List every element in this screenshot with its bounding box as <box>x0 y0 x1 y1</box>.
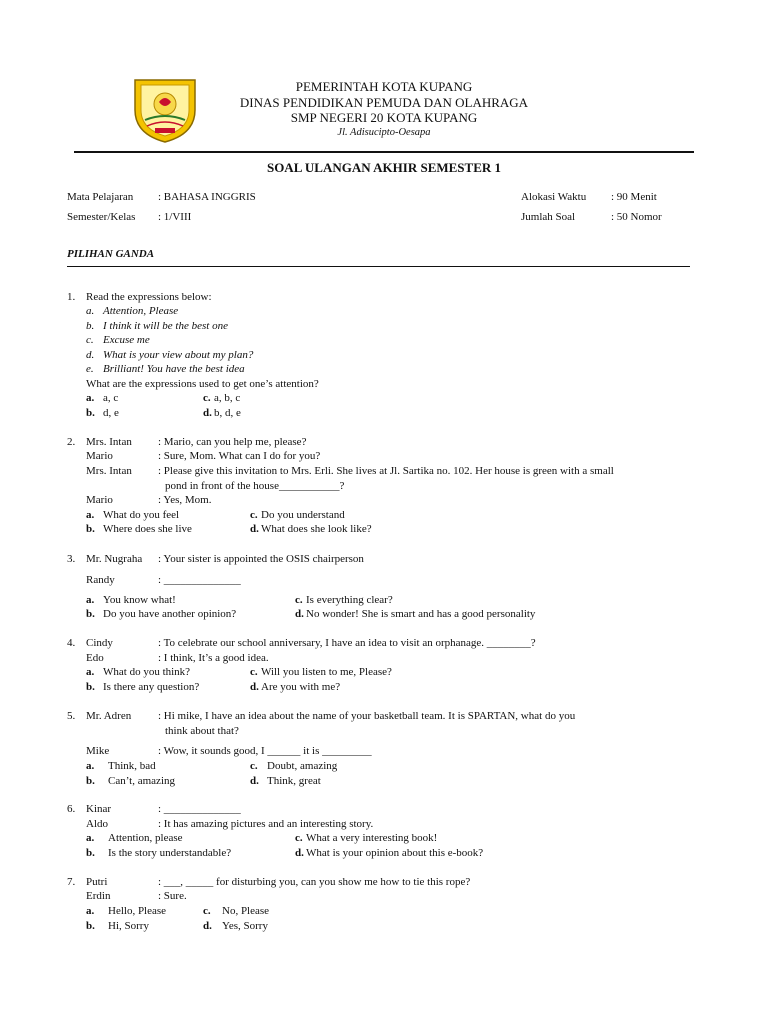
option-text: What do you feel <box>103 509 180 521</box>
option-text: Can’t, amazing <box>108 775 175 787</box>
dialogue-line: : Please give this invitation to Mrs. Erli. She lives at Jl. Sartika no. 102. Her house is green with a small <box>158 465 614 477</box>
section-divider <box>67 266 690 267</box>
option-label: c. <box>250 509 258 521</box>
option-text: Hi, Sorry <box>108 920 149 932</box>
option-label: d. <box>203 920 212 932</box>
option-label: c. <box>250 760 258 772</box>
option-label: a. <box>86 509 95 521</box>
option-text: Where does she live <box>103 523 192 535</box>
list-item: Excuse me <box>103 334 150 346</box>
list-item-label: d. <box>86 349 95 361</box>
speaker-name: Mrs. Intan <box>86 465 132 477</box>
speaker-name: Aldo <box>86 818 108 830</box>
semester-label: Semester/Kelas <box>67 211 136 223</box>
option-label: c. <box>203 392 211 404</box>
question-prompt: What are the expressions used to get one’s attention? <box>86 378 319 390</box>
option-text: Are you with me? <box>261 681 341 693</box>
option-label: a. <box>86 832 95 844</box>
section-heading: PILIHAN GANDA <box>67 248 155 260</box>
speaker-name: Mr. Adren <box>86 710 132 722</box>
option-text: Doubt, amazing <box>267 760 338 772</box>
dialogue-line: : Hi mike, I have an idea about the name of your basketball team. It is SPARTAN, what do you <box>158 710 576 722</box>
option-text: Will you listen to me, Please? <box>261 666 392 678</box>
mapel-label: Mata Pelajaran <box>67 191 134 203</box>
option-text: b, d, e <box>214 407 241 419</box>
option-text: a, b, c <box>214 392 241 404</box>
option-label: a. <box>86 905 95 917</box>
option-label: a. <box>86 594 95 606</box>
alokasi-label: Alokasi Waktu <box>521 191 587 203</box>
dialogue-line: : Sure, Mom. What can I do for you? <box>158 450 321 462</box>
dialogue-line: : Your sister is appointed the OSIS chairperson <box>158 553 364 565</box>
header-address: Jl. Adisucipto-Oesapa <box>337 127 431 138</box>
speaker-name: Mike <box>86 745 110 757</box>
list-item-label: e. <box>86 363 94 375</box>
dialogue-line: : To celebrate our school anniversary, I have an idea to visit an orphanage. ________? <box>158 637 536 649</box>
speaker-name: Edo <box>86 652 104 664</box>
option-label: b. <box>86 681 95 693</box>
speaker-name: Erdin <box>86 890 111 902</box>
speaker-name: Cindy <box>86 637 113 649</box>
option-text: a, c <box>103 392 119 404</box>
speaker-name: Randy <box>86 574 115 586</box>
alokasi-value: : 90 Menit <box>611 191 657 203</box>
option-text: Is there any question? <box>103 681 200 693</box>
dialogue-line: : I think, It’s a good idea. <box>158 652 269 664</box>
option-text: No, Please <box>222 905 270 917</box>
option-label: d. <box>295 608 304 620</box>
speaker-name: Putri <box>86 876 108 888</box>
option-label: b. <box>86 920 95 932</box>
option-label: b. <box>86 775 95 787</box>
option-text: You know what! <box>103 594 176 606</box>
option-text: Is the story understandable? <box>108 847 232 859</box>
option-label: b. <box>86 523 95 535</box>
option-label: b. <box>86 608 95 620</box>
dialogue-line: : It has amazing pictures and an interesting story. <box>158 818 374 830</box>
option-label: d. <box>203 407 212 419</box>
question-text: Read the expressions below: <box>86 291 212 303</box>
list-item: What is your view about my plan? <box>103 349 254 361</box>
question-number: 4. <box>67 637 76 649</box>
dialogue-line: : Wow, it sounds good, I ______ it is _________ <box>158 745 372 757</box>
option-label: d. <box>250 523 259 535</box>
speaker-name: Mario <box>86 494 113 506</box>
option-label: d. <box>295 847 304 859</box>
option-text: What a very interesting book! <box>306 832 438 844</box>
list-item: I think it will be the best one <box>103 320 228 332</box>
option-label: a. <box>86 392 95 404</box>
option-text: Yes, Sorry <box>222 920 268 932</box>
header-line-1: PEMERINTAH KOTA KUPANG <box>295 79 473 94</box>
option-text: Do you understand <box>261 509 345 521</box>
list-item-label: a. <box>86 305 95 317</box>
option-text: Attention, please <box>108 832 183 844</box>
semester-value: : 1/VIII <box>158 211 192 223</box>
dialogue-line: : ______________ <box>158 574 241 586</box>
option-label: c. <box>203 905 211 917</box>
option-text: Think, bad <box>108 760 156 772</box>
speaker-name: Kinar <box>86 803 112 815</box>
dialogue-line: : Sure. <box>158 890 187 902</box>
option-label: b. <box>86 847 95 859</box>
question-number: 7. <box>67 876 76 888</box>
dialogue-line: : ___, _____ for disturbing you, can you show me how to tie this rope? <box>158 876 471 888</box>
question-number: 2. <box>67 436 76 448</box>
option-label: a. <box>86 760 95 772</box>
list-item: Brilliant! You have the best idea <box>103 363 245 375</box>
option-text: Is everything clear? <box>306 594 393 606</box>
jumlah-value: : 50 Nomor <box>611 211 662 223</box>
option-text: What is your opinion about this e-book? <box>306 847 484 859</box>
option-text: d, e <box>103 407 119 419</box>
list-item-label: b. <box>86 320 95 332</box>
option-label: c. <box>295 832 303 844</box>
option-label: c. <box>250 666 258 678</box>
option-text: No wonder! She is smart and has a good personality <box>306 608 536 620</box>
option-text: Hello, Please <box>108 905 167 917</box>
speaker-name: Mr. Nugraha <box>86 553 143 565</box>
option-label: b. <box>86 407 95 419</box>
dialogue-line: : ______________ <box>158 803 241 815</box>
option-label: d. <box>250 681 259 693</box>
list-item: Attention, Please <box>103 305 179 317</box>
page-title: SOAL ULANGAN AKHIR SEMESTER 1 <box>266 160 502 175</box>
header-line-2: DINAS PENDIDIKAN PEMUDA DAN OLAHRAGA <box>239 95 529 110</box>
dialogue-line: : Mario, can you help me, please? <box>158 436 307 448</box>
header-line-3: SMP NEGERI 20 KOTA KUPANG <box>290 110 478 125</box>
option-text: Think, great <box>267 775 321 787</box>
option-text: Do you have another opinion? <box>103 608 237 620</box>
question-number: 6. <box>67 803 76 815</box>
question-number: 1. <box>67 291 76 303</box>
list-item-label: c. <box>86 334 94 346</box>
jumlah-label: Jumlah Soal <box>521 211 576 223</box>
question-number: 3. <box>67 553 76 565</box>
question-number: 5. <box>67 710 76 722</box>
option-label: a. <box>86 666 95 678</box>
speaker-name: Mrs. Intan <box>86 436 132 448</box>
option-label: d. <box>250 775 259 787</box>
option-label: c. <box>295 594 303 606</box>
speaker-name: Mario <box>86 450 113 462</box>
dialogue-line-continued: pond in front of the house___________? <box>165 480 345 492</box>
option-text: What does she look like? <box>261 523 372 535</box>
option-text: What do you think? <box>103 666 191 678</box>
dialogue-line: : Yes, Mom. <box>158 494 212 506</box>
header-divider <box>74 151 694 153</box>
mapel-value: : BAHASA INGGRIS <box>158 191 256 203</box>
dialogue-line-continued: think about that? <box>165 725 239 737</box>
